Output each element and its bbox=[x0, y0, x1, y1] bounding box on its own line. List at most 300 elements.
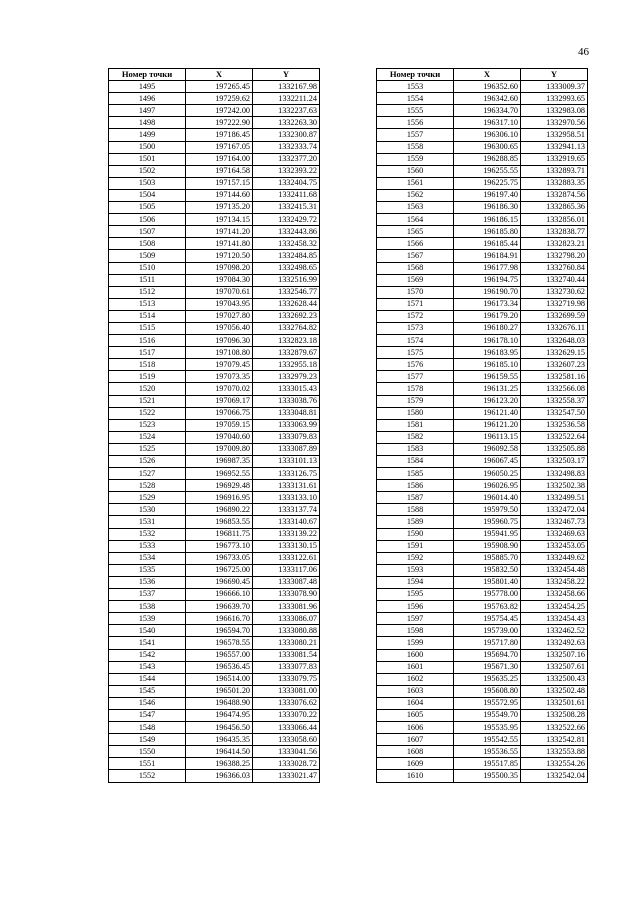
cell-y: 1332498.65 bbox=[253, 262, 320, 274]
table-row bbox=[109, 589, 320, 601]
cell-x: 197070.61 bbox=[186, 286, 253, 298]
cell-point-number: 1599 bbox=[377, 637, 454, 649]
cell-x: 197069.17 bbox=[186, 395, 253, 407]
table-row bbox=[377, 81, 588, 93]
table-row bbox=[109, 709, 320, 721]
cell-x: 196178.10 bbox=[454, 335, 521, 347]
table-row bbox=[377, 431, 588, 443]
table-row bbox=[377, 262, 588, 274]
table-row bbox=[109, 165, 320, 177]
cell-x: 197141.20 bbox=[186, 226, 253, 238]
cell-x: 196306.10 bbox=[454, 129, 521, 141]
cell-y: 1332211.24 bbox=[253, 93, 320, 105]
cell-x: 197056.40 bbox=[186, 322, 253, 334]
cell-x: 197108.80 bbox=[186, 347, 253, 359]
cell-x: 197120.50 bbox=[186, 250, 253, 262]
cell-x: 195549.70 bbox=[454, 709, 521, 721]
cell-x: 196026.95 bbox=[454, 480, 521, 492]
table-row bbox=[377, 322, 588, 334]
cell-x: 196616.70 bbox=[186, 613, 253, 625]
table-row bbox=[109, 117, 320, 129]
cell-x: 197259.62 bbox=[186, 93, 253, 105]
table-row bbox=[377, 480, 588, 492]
cell-point-number: 1607 bbox=[377, 734, 454, 746]
cell-point-number: 1565 bbox=[377, 226, 454, 238]
table-row bbox=[377, 661, 588, 673]
table-row bbox=[109, 202, 320, 214]
table-row bbox=[377, 637, 588, 649]
cell-x: 195960.75 bbox=[454, 516, 521, 528]
cell-y: 1332393.22 bbox=[253, 165, 320, 177]
cell-y: 1333087.89 bbox=[253, 443, 320, 455]
cell-y: 1332429.72 bbox=[253, 214, 320, 226]
cell-y: 1332333.74 bbox=[253, 141, 320, 153]
table-row bbox=[109, 528, 320, 540]
cell-point-number: 1523 bbox=[109, 419, 186, 431]
cell-x: 197144.60 bbox=[186, 189, 253, 201]
cell-y: 1332581.16 bbox=[521, 371, 588, 383]
cell-x: 197040.60 bbox=[186, 431, 253, 443]
cell-x: 197222.90 bbox=[186, 117, 253, 129]
cell-point-number: 1531 bbox=[109, 516, 186, 528]
table-row bbox=[109, 262, 320, 274]
table-row bbox=[377, 613, 588, 625]
cell-point-number: 1513 bbox=[109, 298, 186, 310]
cell-y: 1333015.43 bbox=[253, 383, 320, 395]
cell-point-number: 1588 bbox=[377, 504, 454, 516]
column-header-y: Y bbox=[253, 69, 320, 81]
cell-point-number: 1502 bbox=[109, 165, 186, 177]
cell-point-number: 1509 bbox=[109, 250, 186, 262]
cell-point-number: 1515 bbox=[109, 322, 186, 334]
cell-x: 197164.58 bbox=[186, 165, 253, 177]
table-row bbox=[377, 250, 588, 262]
table-row bbox=[377, 746, 588, 758]
cell-x: 196514.00 bbox=[186, 673, 253, 685]
cell-x: 196414.50 bbox=[186, 746, 253, 758]
table-row bbox=[377, 395, 588, 407]
cell-x: 196456.50 bbox=[186, 722, 253, 734]
table-row bbox=[109, 335, 320, 347]
coordinates-table-left bbox=[108, 68, 320, 783]
table-row bbox=[109, 238, 320, 250]
table-row bbox=[377, 298, 588, 310]
cell-y: 1332883.35 bbox=[521, 177, 588, 189]
cell-x: 196092.58 bbox=[454, 443, 521, 455]
cell-point-number: 1514 bbox=[109, 310, 186, 322]
cell-x: 195500.35 bbox=[454, 770, 521, 782]
cell-point-number: 1535 bbox=[109, 564, 186, 576]
cell-point-number: 1499 bbox=[109, 129, 186, 141]
page-number: 46 bbox=[578, 46, 589, 58]
cell-x: 195941.95 bbox=[454, 528, 521, 540]
cell-x: 196180.27 bbox=[454, 322, 521, 334]
cell-point-number: 1503 bbox=[109, 177, 186, 189]
cell-point-number: 1564 bbox=[377, 214, 454, 226]
table-row bbox=[109, 383, 320, 395]
table-row bbox=[109, 564, 320, 576]
cell-point-number: 1608 bbox=[377, 746, 454, 758]
cell-point-number: 1520 bbox=[109, 383, 186, 395]
cell-y: 1333063.99 bbox=[253, 419, 320, 431]
cell-x: 196594.70 bbox=[186, 625, 253, 637]
table-row bbox=[109, 347, 320, 359]
cell-point-number: 1504 bbox=[109, 189, 186, 201]
cell-point-number: 1568 bbox=[377, 262, 454, 274]
cell-point-number: 1539 bbox=[109, 613, 186, 625]
cell-point-number: 1602 bbox=[377, 673, 454, 685]
cell-point-number: 1528 bbox=[109, 480, 186, 492]
cell-y: 1332522.64 bbox=[521, 431, 588, 443]
table-row bbox=[109, 734, 320, 746]
cell-y: 1333058.60 bbox=[253, 734, 320, 746]
cell-x: 196067.45 bbox=[454, 456, 521, 468]
cell-y: 1332508.28 bbox=[521, 709, 588, 721]
cell-y: 1332692.23 bbox=[253, 310, 320, 322]
cell-y: 1332865.36 bbox=[521, 202, 588, 214]
table-row bbox=[377, 371, 588, 383]
table-row bbox=[109, 456, 320, 468]
cell-x: 196578.55 bbox=[186, 637, 253, 649]
cell-x: 196288.85 bbox=[454, 153, 521, 165]
cell-x: 196488.90 bbox=[186, 697, 253, 709]
cell-point-number: 1601 bbox=[377, 661, 454, 673]
cell-y: 1332676.11 bbox=[521, 322, 588, 334]
cell-y: 1332300.87 bbox=[253, 129, 320, 141]
cell-y: 1332823.21 bbox=[521, 238, 588, 250]
cell-x: 196639.70 bbox=[186, 601, 253, 613]
cell-point-number: 1579 bbox=[377, 395, 454, 407]
table-row bbox=[377, 540, 588, 552]
cell-y: 1333101.13 bbox=[253, 456, 320, 468]
table-row bbox=[377, 589, 588, 601]
cell-x: 196159.55 bbox=[454, 371, 521, 383]
cell-x: 196725.00 bbox=[186, 564, 253, 576]
table-row bbox=[109, 468, 320, 480]
cell-point-number: 1590 bbox=[377, 528, 454, 540]
table-row bbox=[109, 758, 320, 770]
cell-point-number: 1563 bbox=[377, 202, 454, 214]
cell-point-number: 1550 bbox=[109, 746, 186, 758]
cell-x: 196300.65 bbox=[454, 141, 521, 153]
cell-point-number: 1500 bbox=[109, 141, 186, 153]
cell-x: 197009.80 bbox=[186, 443, 253, 455]
table-row bbox=[109, 419, 320, 431]
cell-y: 1332993.65 bbox=[521, 93, 588, 105]
table-row bbox=[377, 528, 588, 540]
table-row bbox=[377, 347, 588, 359]
table-row bbox=[109, 129, 320, 141]
cell-x: 196173.34 bbox=[454, 298, 521, 310]
table-row bbox=[377, 468, 588, 480]
table-row bbox=[377, 722, 588, 734]
cell-point-number: 1605 bbox=[377, 709, 454, 721]
cell-y: 1332547.50 bbox=[521, 407, 588, 419]
table-row bbox=[109, 492, 320, 504]
cell-x: 196811.75 bbox=[186, 528, 253, 540]
cell-x: 196185.10 bbox=[454, 359, 521, 371]
cell-y: 1332516.99 bbox=[253, 274, 320, 286]
cell-y: 1333133.10 bbox=[253, 492, 320, 504]
table-row bbox=[377, 770, 588, 782]
cell-x: 196179.20 bbox=[454, 310, 521, 322]
cell-point-number: 1606 bbox=[377, 722, 454, 734]
cell-point-number: 1592 bbox=[377, 552, 454, 564]
table-row bbox=[109, 540, 320, 552]
cell-y: 1333009.37 bbox=[521, 81, 588, 93]
cell-x: 196474.95 bbox=[186, 709, 253, 721]
table-row bbox=[377, 226, 588, 238]
table-header-row bbox=[109, 69, 320, 81]
cell-x: 195885.70 bbox=[454, 552, 521, 564]
cell-y: 1332554.26 bbox=[521, 758, 588, 770]
cell-y: 1333070.22 bbox=[253, 709, 320, 721]
cell-y: 1333021.47 bbox=[253, 770, 320, 782]
cell-point-number: 1498 bbox=[109, 117, 186, 129]
cell-x: 197070.02 bbox=[186, 383, 253, 395]
cell-x: 196014.40 bbox=[454, 492, 521, 504]
cell-point-number: 1609 bbox=[377, 758, 454, 770]
cell-x: 197167.05 bbox=[186, 141, 253, 153]
cell-x: 195517.85 bbox=[454, 758, 521, 770]
cell-x: 196183.95 bbox=[454, 347, 521, 359]
cell-point-number: 1544 bbox=[109, 673, 186, 685]
cell-x: 197066.75 bbox=[186, 407, 253, 419]
cell-y: 1332499.51 bbox=[521, 492, 588, 504]
cell-point-number: 1580 bbox=[377, 407, 454, 419]
cell-y: 1333048.81 bbox=[253, 407, 320, 419]
cell-y: 1333079.75 bbox=[253, 673, 320, 685]
cell-y: 1332730.62 bbox=[521, 286, 588, 298]
table-row bbox=[377, 552, 588, 564]
cell-point-number: 1589 bbox=[377, 516, 454, 528]
cell-y: 1332740.44 bbox=[521, 274, 588, 286]
cell-y: 1333140.67 bbox=[253, 516, 320, 528]
cell-y: 1332629.15 bbox=[521, 347, 588, 359]
cell-point-number: 1510 bbox=[109, 262, 186, 274]
table-row bbox=[109, 637, 320, 649]
cell-point-number: 1521 bbox=[109, 395, 186, 407]
table-row bbox=[377, 443, 588, 455]
table-row bbox=[377, 697, 588, 709]
table-row bbox=[109, 322, 320, 334]
cell-point-number: 1603 bbox=[377, 685, 454, 697]
cell-x: 196334.70 bbox=[454, 105, 521, 117]
cell-x: 196317.10 bbox=[454, 117, 521, 129]
cell-y: 1332879.67 bbox=[253, 347, 320, 359]
cell-x: 196366.03 bbox=[186, 770, 253, 782]
table-body-left bbox=[109, 81, 320, 782]
cell-point-number: 1584 bbox=[377, 456, 454, 468]
cell-x: 197098.20 bbox=[186, 262, 253, 274]
cell-y: 1332798.20 bbox=[521, 250, 588, 262]
cell-point-number: 1574 bbox=[377, 335, 454, 347]
cell-x: 196121.40 bbox=[454, 407, 521, 419]
cell-point-number: 1532 bbox=[109, 528, 186, 540]
table-row bbox=[377, 492, 588, 504]
table-row bbox=[109, 746, 320, 758]
cell-x: 196690.45 bbox=[186, 576, 253, 588]
table-row bbox=[377, 419, 588, 431]
cell-point-number: 1526 bbox=[109, 456, 186, 468]
cell-x: 197073.35 bbox=[186, 371, 253, 383]
cell-x: 195671.30 bbox=[454, 661, 521, 673]
cell-y: 1332501.61 bbox=[521, 697, 588, 709]
cell-y: 1332979.23 bbox=[253, 371, 320, 383]
table-row bbox=[377, 601, 588, 613]
cell-x: 196225.75 bbox=[454, 177, 521, 189]
cell-y: 1332607.23 bbox=[521, 359, 588, 371]
cell-x: 197043.95 bbox=[186, 298, 253, 310]
cell-y: 1332505.88 bbox=[521, 443, 588, 455]
cell-point-number: 1545 bbox=[109, 685, 186, 697]
cell-x: 197265.45 bbox=[186, 81, 253, 93]
cell-x: 196853.55 bbox=[186, 516, 253, 528]
cell-y: 1332823.18 bbox=[253, 335, 320, 347]
cell-x: 196177.98 bbox=[454, 262, 521, 274]
cell-y: 1332522.66 bbox=[521, 722, 588, 734]
cell-y: 1333080.88 bbox=[253, 625, 320, 637]
cell-point-number: 1557 bbox=[377, 129, 454, 141]
cell-point-number: 1571 bbox=[377, 298, 454, 310]
cell-y: 1332507.61 bbox=[521, 661, 588, 673]
table-row bbox=[109, 189, 320, 201]
table-row bbox=[377, 383, 588, 395]
table-row bbox=[377, 649, 588, 661]
table-row bbox=[109, 274, 320, 286]
cell-y: 1332558.37 bbox=[521, 395, 588, 407]
table-row bbox=[377, 516, 588, 528]
cell-point-number: 1573 bbox=[377, 322, 454, 334]
cell-y: 1332462.52 bbox=[521, 625, 588, 637]
cell-x: 196352.60 bbox=[454, 81, 521, 93]
cell-y: 1333130.15 bbox=[253, 540, 320, 552]
cell-y: 1333066.44 bbox=[253, 722, 320, 734]
table-row bbox=[109, 552, 320, 564]
table-row bbox=[377, 673, 588, 685]
cell-point-number: 1551 bbox=[109, 758, 186, 770]
cell-point-number: 1559 bbox=[377, 153, 454, 165]
cell-y: 1332502.48 bbox=[521, 685, 588, 697]
table-row bbox=[109, 81, 320, 93]
cell-x: 196184.91 bbox=[454, 250, 521, 262]
cell-point-number: 1560 bbox=[377, 165, 454, 177]
cell-x: 196194.75 bbox=[454, 274, 521, 286]
cell-point-number: 1533 bbox=[109, 540, 186, 552]
cell-x: 196987.35 bbox=[186, 456, 253, 468]
cell-y: 1333041.56 bbox=[253, 746, 320, 758]
cell-x: 196186.30 bbox=[454, 202, 521, 214]
table-row bbox=[377, 734, 588, 746]
table-row bbox=[377, 456, 588, 468]
cell-point-number: 1558 bbox=[377, 141, 454, 153]
column-header-point-number: Номер точки bbox=[377, 69, 454, 81]
table-row bbox=[377, 117, 588, 129]
table-row bbox=[109, 516, 320, 528]
cell-point-number: 1578 bbox=[377, 383, 454, 395]
cell-point-number: 1534 bbox=[109, 552, 186, 564]
cell-y: 1332503.17 bbox=[521, 456, 588, 468]
cell-point-number: 1604 bbox=[377, 697, 454, 709]
cell-y: 1332983.08 bbox=[521, 105, 588, 117]
cell-x: 197135.20 bbox=[186, 202, 253, 214]
cell-x: 195832.50 bbox=[454, 564, 521, 576]
cell-x: 197084.30 bbox=[186, 274, 253, 286]
cell-point-number: 1512 bbox=[109, 286, 186, 298]
table-row bbox=[109, 153, 320, 165]
cell-y: 1333028.72 bbox=[253, 758, 320, 770]
column-header-y: Y bbox=[521, 69, 588, 81]
table-row bbox=[377, 286, 588, 298]
cell-x: 195572.95 bbox=[454, 697, 521, 709]
cell-point-number: 1556 bbox=[377, 117, 454, 129]
cell-y: 1332500.43 bbox=[521, 673, 588, 685]
cell-y: 1332411.68 bbox=[253, 189, 320, 201]
cell-y: 1332566.08 bbox=[521, 383, 588, 395]
table-row bbox=[109, 480, 320, 492]
cell-y: 1332377.20 bbox=[253, 153, 320, 165]
cell-x: 196733.05 bbox=[186, 552, 253, 564]
table-row bbox=[377, 93, 588, 105]
table-row bbox=[109, 359, 320, 371]
table-row bbox=[109, 770, 320, 782]
cell-point-number: 1527 bbox=[109, 468, 186, 480]
cell-y: 1332472.04 bbox=[521, 504, 588, 516]
cell-x: 196197.40 bbox=[454, 189, 521, 201]
table-header-row bbox=[377, 69, 588, 81]
cell-y: 1333122.61 bbox=[253, 552, 320, 564]
cell-x: 195542.55 bbox=[454, 734, 521, 746]
cell-x: 197157.15 bbox=[186, 177, 253, 189]
cell-point-number: 1537 bbox=[109, 589, 186, 601]
cell-y: 1332628.44 bbox=[253, 298, 320, 310]
cell-y: 1332941.13 bbox=[521, 141, 588, 153]
cell-point-number: 1506 bbox=[109, 214, 186, 226]
cell-y: 1332449.62 bbox=[521, 552, 588, 564]
cell-y: 1332484.85 bbox=[253, 250, 320, 262]
coordinates-table-right bbox=[376, 68, 588, 783]
table-row bbox=[377, 625, 588, 637]
cell-x: 195535.95 bbox=[454, 722, 521, 734]
cell-y: 1332856.01 bbox=[521, 214, 588, 226]
cell-x: 196121.20 bbox=[454, 419, 521, 431]
cell-point-number: 1530 bbox=[109, 504, 186, 516]
table-row bbox=[377, 564, 588, 576]
cell-y: 1332536.58 bbox=[521, 419, 588, 431]
cell-x: 196255.55 bbox=[454, 165, 521, 177]
cell-x: 195536.55 bbox=[454, 746, 521, 758]
cell-y: 1332546.77 bbox=[253, 286, 320, 298]
cell-y: 1332443.86 bbox=[253, 226, 320, 238]
table-row bbox=[109, 576, 320, 588]
cell-point-number: 1522 bbox=[109, 407, 186, 419]
cell-x: 197242.00 bbox=[186, 105, 253, 117]
table-row bbox=[377, 214, 588, 226]
table-row bbox=[377, 153, 588, 165]
cell-point-number: 1577 bbox=[377, 371, 454, 383]
table-row bbox=[377, 189, 588, 201]
cell-y: 1332453.05 bbox=[521, 540, 588, 552]
cell-point-number: 1581 bbox=[377, 419, 454, 431]
cell-point-number: 1586 bbox=[377, 480, 454, 492]
cell-point-number: 1583 bbox=[377, 443, 454, 455]
cell-point-number: 1549 bbox=[109, 734, 186, 746]
cell-point-number: 1525 bbox=[109, 443, 186, 455]
cell-point-number: 1555 bbox=[377, 105, 454, 117]
table-row bbox=[377, 685, 588, 697]
cell-x: 197134.15 bbox=[186, 214, 253, 226]
cell-y: 1332454.48 bbox=[521, 564, 588, 576]
